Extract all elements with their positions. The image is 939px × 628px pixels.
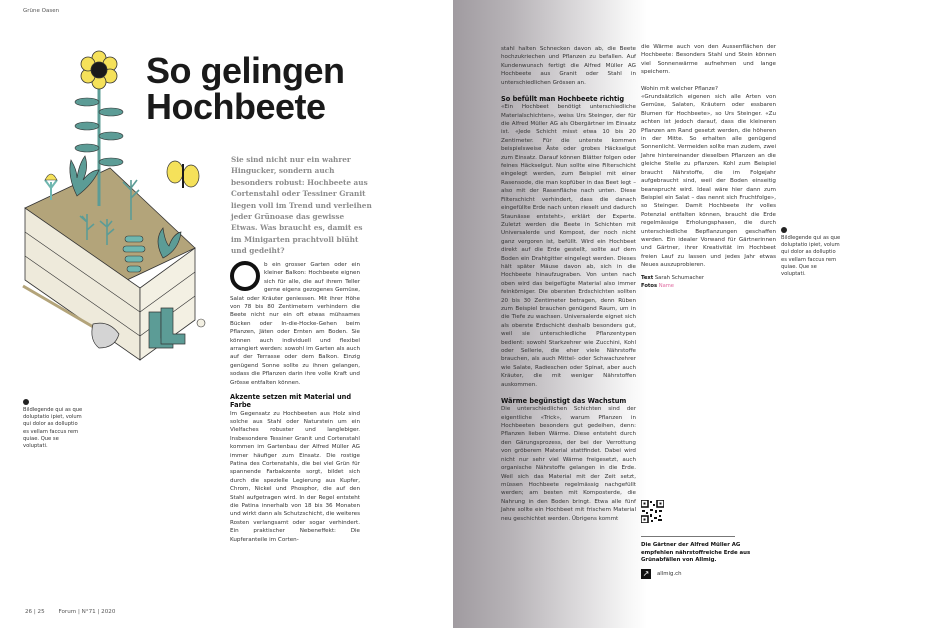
credit-author: Sarah Schumacher <box>654 274 704 281</box>
section-label: Grüne Oasen <box>23 8 60 14</box>
credits <box>641 274 776 290</box>
image-caption-left: Bildlegende qui as que doluptatio ipiet, volum qui dolor as dolluptio es vellam faccus rem quiae. Que se voluptati. <box>23 399 83 450</box>
drop-cap <box>230 261 260 291</box>
title-line-1: So gelingen <box>146 50 345 91</box>
external-arrow-icon: ↗ <box>642 569 650 578</box>
qr-code-icon[interactable] <box>641 500 664 523</box>
paragraph: «Ein Hochbeet benötigt unterschiedliche Materialschichten», weiss Urs Steinger, der für die Alfred Müller AG als Obergärtner im Einsatz ist. «Jede Schicht misst etwa 10 bis 20 Zentimeter. Für die unterste kommen beispielsweise Äste oder grobes Häckselgut zum Einsatz. Darauf können Blätter folgen oder feines Häckselgut. Nun sollte eine Filterschicht eingelegt werden, zum Beispiel mit einer Rasensode, die man kopfüber in das Beet legt – also mit der Rasenfläche nach unten. Diese Filterschicht verhindert, dass die danach eingefüllte Erde nach unten rieselt und dadurch Staunässe entsteht», erklärt der Experte. Zuletzt werden die Beete in Schichten mit Universalerde und Kompost, der noch nicht ganz vergoren ist, befüllt. Wird ein Hochbeet direkt auf die Erde gestellt, sollte auf dem Boden ein Drahtgitter eingelegt werden. Dieses hält später Mäuse davon ab, sich in die Hochbeete hinaufzugraben. Von unten nach oben wird das beigefügte Material also immer feinkörniger. Die obersten Erdschichten sollten 20 bis 30 Zentimeter betragen, denn Rüben zum Beispiel brauchen genügend Raum, um in die Tiefe zu wachsen. Universalerde eignet sich als oberste Erdschicht deshalb besonders gut, weil sie unterschiedliche Pflanzentypen bedient: sowohl Starkzehrer wie Zucchini, Kohl oder Sellerie, die eher viele Nährstoffe brauchen, als auch Mittel- oder Schwachzehrer wie Salate, Radieschen oder Spinat, aber auch Kräuter, die mit weniger Nährstoffen auskommen. <box>501 104 636 388</box>
image-caption-right: Bildlegende qui as que doluptatio ipiet, volum qui dolor as dolluptio es vellam faccus rem quiae. Que se voluptati. <box>781 227 841 278</box>
page-footer <box>25 609 127 615</box>
page-numbers: 26 | 25 <box>25 609 45 615</box>
divider <box>641 536 735 537</box>
paragraph: Die unterschiedlichen Schichten sind der eigentliche «Trick», warum Pflanzen in Hochbeeten besonders gut gedeihen, denn: Pflanzen lieben Wärme. Diese entsteht durch den Gärungsprozess, der bei der Verrottung von gröberem Material stattfindet. Dabei wird nicht nur sehr viel Wärme freigesetzt, auch organische Nährstoffe gelangen in die Erde. Weil sich das Material mit der Zeit setzt, müssen Hochbeete regelmässig nachgefüllt werden; am besten mit Komposterde, die Nahrung in den Boden bringt. Etwa alle fünf Jahre sollte ein Hochbeet mit frischem Material neu geschichtet werden. Übrigens kommt <box>501 406 636 522</box>
paragraph: «Grundsätzlich eigenen sich alle Arten von Gemüse, Salaten, Kräutern oder essbaren Blumen für Hochbeete», so Urs Steinger. «Zu achten ist jedoch darauf, dass die kleineren Pflanzen am Rand gesetzt werden, die höheren in der Mitte. So erhalten alle genügend Sonnenlicht. Vermeiden sollte man zudem, zwei Jahre hintereinander dieselben Pflanzen an die gleiche Stelle zu pflanzen. Kohl zum Beispiel braucht Nährstoffe, die im Folgejahr aufgebraucht sind, weil der Boden einseitig beansprucht wird. Ideal wäre hier dann zum Beispiel ein Salat – das nennt sich Fruchtfolge», so Steinger. Damit Hochbeete ihr volles Potenzial entfalten können, braucht die Erde regelmässige Erholungsphasen, die durch unterschiedliche Bepflanzungen geschaffen werden. Ein idealer Vorwand für Gärtnerinnen und Gärtner, ihrer Kreativität im Hochbeet freien Lauf zu lassen und jedes Jahr etwas Neues auszuprobieren. <box>641 94 776 269</box>
promo-link-text[interactable]: allmig.ch <box>657 571 682 577</box>
text-column-2 <box>501 45 636 523</box>
paragraph: die Wärme auch von den Aussenflächen der Hochbeete: Besonders Stahl und Stein können viel Sonnenwärme aufnehmen und lange speichern. <box>641 44 776 76</box>
intro-paragraph: b ein grosser Garten oder ein kleiner Balkon: Hochbeete eignen sich für alle, die auf ihrem Teller gerne eigens gezogenes Gemüse, Salat oder Kräuter geniessen. Mit ihrer Höhe von 78 bis 80 Zentimetern verhindern die Beete nicht nur ein oft etwas mühsames Bücken oder In-die-Hocke-Gehen beim Pflanzen, Jäten oder Ernten am Boden. Sie können auch individuell und flexibel arrangiert werden: sowohl im Garten als auch auf der Terrasse oder dem Balkon. Einzig genügend Sonne sollte zu ihnen gelangen, sodass die Pflanzen darin ihre volle Kraft und Grösse entfalten können. <box>230 262 360 386</box>
article-lead: Sie sind nicht nur ein wahrer Hingucker, sondern auch besonders robust: Hochbeete aus Cortenstahl oder Tessiner Granit liegen voll im Trend und verleihen jeder Grünoase das gewisse Etwas. Was braucht es, damit es im Minigarten prachtvoll blüht und gedeiht? <box>231 155 372 256</box>
subheading: Akzente setzen mit Material und Farbe <box>230 393 352 410</box>
article-title <box>146 50 345 127</box>
title-line-2: Hochbeete <box>146 86 326 127</box>
sunflower-icon <box>81 51 117 89</box>
text-column-1 <box>230 261 360 544</box>
butterfly-icon <box>167 161 199 188</box>
credit-photo-label: Fotos <box>641 282 658 289</box>
caption-bullet-icon <box>23 399 29 405</box>
subheading: So befüllt man Hochbeete richtig <box>501 95 625 104</box>
subheading: Wärme begünstigt das Wachstum <box>501 397 627 406</box>
credit-text-label: Text <box>641 274 654 281</box>
promo-text: Die Gärtner der Alfred Müller AG empfehlen nährstoffreiche Erde aus Grünabfällen von Allmig. <box>641 542 751 564</box>
promo-link[interactable] <box>641 569 682 579</box>
text-column-3 <box>641 43 776 290</box>
credit-photographer: Name <box>658 282 674 289</box>
paragraph: Im Gegensatz zu Hochbeeten aus Holz sind solche aus Stahl oder Naturstein um ein Vielfaches robuster und langlebiger. Insbesondere Tessiner Granit und Cortenstahl kommen im Gartenbau der Alfred Müller AG immer häufiger zum Einsatz. Die rostige Patina des Cortenstahls, die bei viel Grün für spannende Farbakzente sorgt, bildet sich durch die spezielle Legierung aus Kupfer, Chrom, Nickel und Phosphor, die auf den Stahl aufgetragen wird. In der Regel entsteht die Patina innerhalb von 18 bis 36 Monaten und wirkt dann als Schutzschicht, die weiteres Rosten verlangsamt oder sogar verhindert. Ein praktischer Nebeneffekt: Die Kupferanteile im Corten- <box>230 410 360 543</box>
caption-bullet-icon <box>781 227 787 233</box>
issue-info: Forum | N°71 | 2020 <box>58 609 116 615</box>
question-heading: Wohin mit welcher Pflanze? <box>641 85 718 92</box>
paragraph: stahl halten Schnecken davon ab, die Beete hochzukriechen und Pflanzen zu befallen. Auf Kundenwunsch fertigt die Alfred Müller AG Hochbeete aus Granit oder Stahl in unterschiedlichen Grössen an. <box>501 46 636 86</box>
